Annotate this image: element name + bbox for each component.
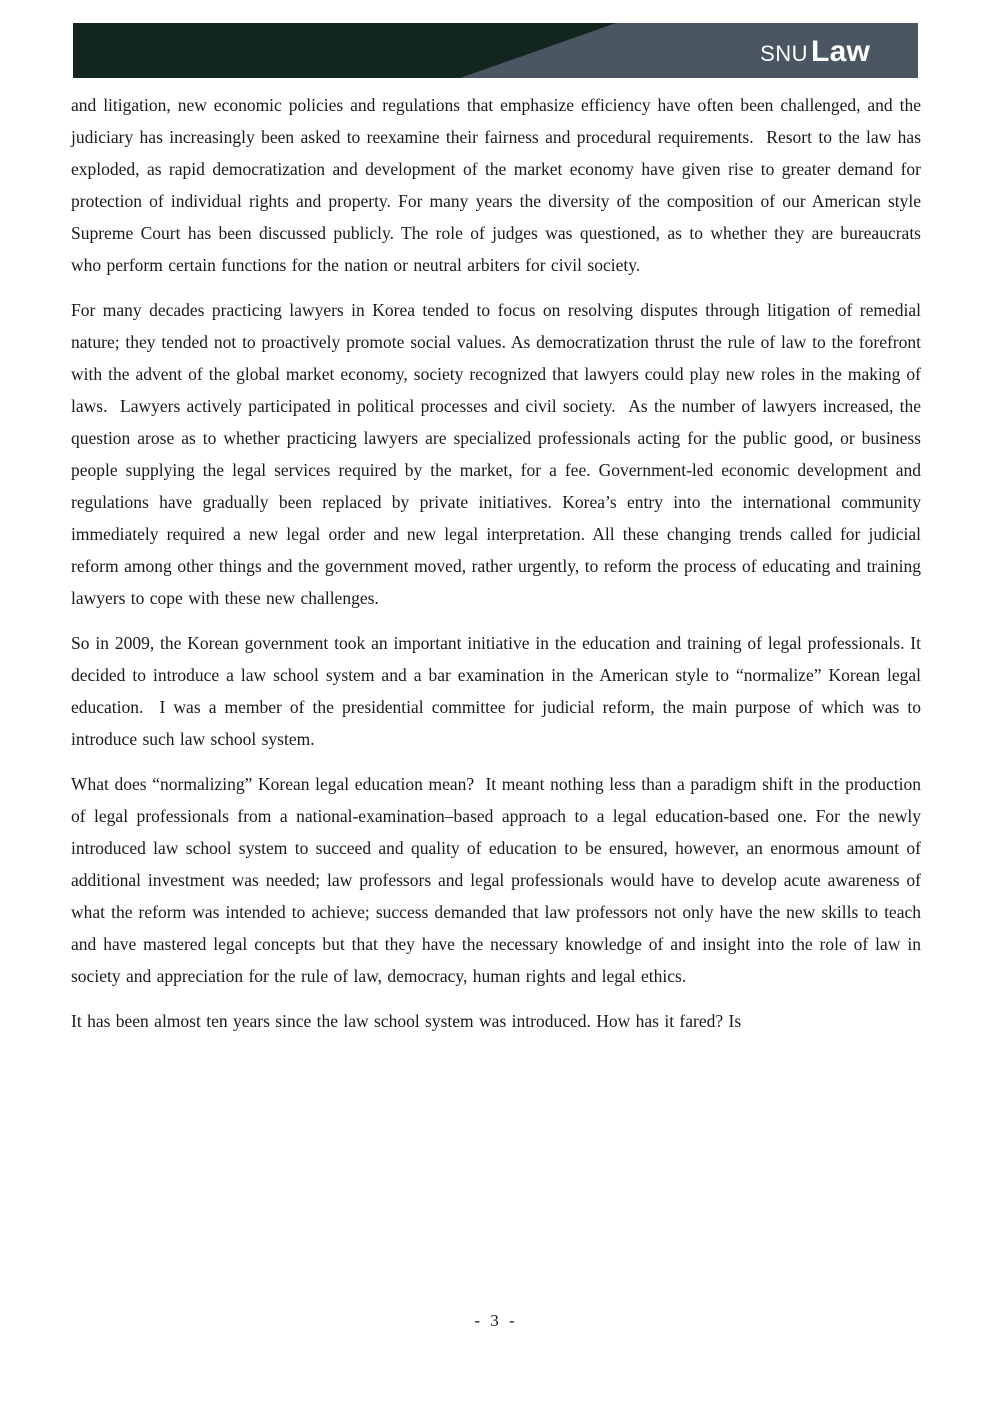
paragraph-3: So in 2009, the Korean government took an important initiative in the education and training of legal professionals. It decided to introduce a law school system and a bar examination in the American style to “normalize” Korean legal education. I was a member of the presidential committee for judicial reform, the main purpose of which was to introduce such law school system.: [71, 633, 921, 749]
paragraph-2: For many decades practicing lawyers in Korea tended to focus on resolving disputes through litigation of remedial nature; they tended not to proactively promote social values. As democratization thrust the rule of law to the forefront with the advent of the global market economy, society recognized that lawyers could play new roles in the making of laws. Lawyers actively participated in political processes and civil society. As the number of lawyers increased, the question arose as to whether practicing lawyers are specialized professionals acting for the public good, or business people supplying the legal services required by the market, for a fee. Government-led economic development and regulations have gradually been replaced by private initiatives. Korea’s entry into the international community immediately required a new legal order and new legal interpretation. All these changing trends called for judicial reform among other things and the government moved, rather urgently, to reform the process of educating and training lawyers to cope with these new challenges.: [71, 300, 921, 608]
logo-law-text: Law: [811, 35, 870, 68]
header-banner: [73, 23, 918, 78]
logo-snu-text: SNU: [760, 41, 809, 66]
snu-law-logo: [760, 35, 870, 67]
paragraph-1: and litigation, new economic policies and regulations that emphasize efficiency have often been challenged, and the judiciary has increasingly been asked to reexamine their fairness and procedural requirements. Resort to the law has exploded, as rapid democratization and development of the market economy have given rise to greater demand for protection of individual rights and property. For many years the diversity of the composition of our American style Supreme Court has been discussed publicly. The role of judges was questioned, as to whether they are bureaucrats who perform certain functions for the nation or neutral arbiters for civil society.: [71, 95, 921, 275]
document-body: [71, 89, 921, 1050]
page-number: - 3 -: [474, 1311, 518, 1330]
paragraph-4: What does “normalizing” Korean legal education mean? It meant nothing less than a paradigm shift in the production of legal professionals from a national-examination–based approach to a legal education-based one. For the newly introduced law school system to succeed and quality of education to be ensured, however, an enormous amount of additional investment was needed; law professors and legal professionals would have to develop acute awareness of what the reform was intended to achieve; success demanded that law professors not only have the new skills to teach and have mastered legal concepts but that they have the necessary knowledge of and insight into the role of law in society and appreciation for the rule of law, democracy, human rights and legal ethics.: [71, 774, 921, 986]
paragraph-5: It has been almost ten years since the law school system was introduced. How has it fared? Is: [71, 1011, 742, 1031]
